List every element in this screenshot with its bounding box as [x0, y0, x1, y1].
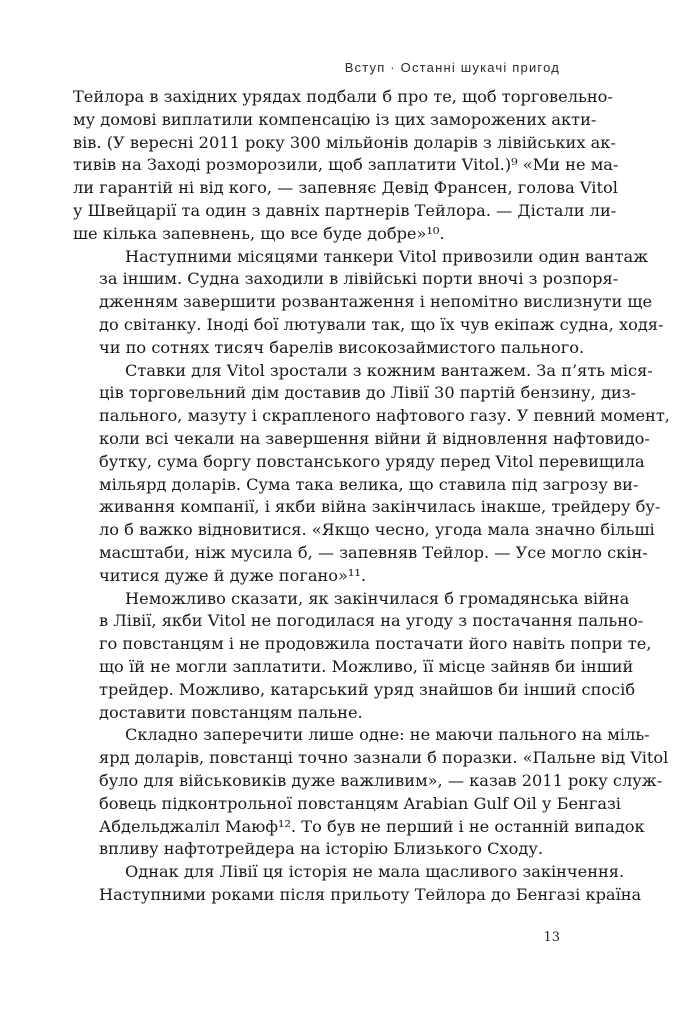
text-line: мільярд доларів. Сума така велика, що ставила під загрозу ви-	[99, 474, 639, 494]
paragraph	[73, 588, 652, 725]
text-line: му домові виплатили компенсацію із цих заморожених акти-	[73, 109, 597, 129]
text-line: дженням завершити розвантаження і непомітно вислизнути ще	[99, 292, 653, 312]
text-line: трейдер. Можливо, катарський уряд знайшов би інший спосіб	[99, 679, 636, 699]
paragraph	[73, 861, 642, 907]
text-line: Ставки для Vitol зростали з кожним вантажем. За п’ять міся-	[125, 360, 653, 380]
text-line: масштаби, ніж мусила б, — запевняв Тейлор. — Усе могло скін-	[99, 542, 648, 562]
text-line: Однак для Лівії ця історія не мала щасливого закінчення.	[125, 862, 625, 882]
text-line: бовець підконтрольної повстанцям Arabian Gulf Oil у Бенгазі	[99, 793, 621, 813]
paragraph	[73, 360, 670, 588]
text-line: ців торговельний дім доставив до Лівії 30 партій бензину, диз-	[99, 383, 637, 403]
text-line: ше кілька запевнень, що все буде добре»¹⁰.	[73, 223, 445, 243]
text-line: бутку, сума боргу повстанського уряду перед Vitol перевищила	[99, 451, 645, 471]
text-line: живання компанії, і якби війна закінчилась інакше, трейдеру бу-	[99, 497, 661, 517]
paragraph	[73, 246, 664, 360]
text-line: було для військовиків дуже важливим», — казав 2011 року служ-	[99, 770, 663, 790]
text-line: ярд доларів, повстанці точно зазнали б поразки. «Пальне від Vitol	[99, 748, 669, 768]
text-line: Неможливо сказати, як закінчилася б громадянська війна	[125, 588, 630, 608]
text-line: ло б важко відновитися. «Якщо чесно, угода мала значно більші	[99, 520, 655, 540]
text-line: ли гарантій ні від кого, — запевняє Девід Франсен, голова Vitol	[73, 178, 618, 198]
paragraph	[73, 86, 619, 246]
text-line: тивів на Заході розморозили, щоб заплатити Vitol.)⁹ «Ми не ма-	[73, 155, 619, 175]
text-line: пального, мазуту і скрапленого нафтового газу. У певний момент,	[99, 406, 670, 426]
running-head: Вступ · Останні шукачі пригод	[344, 60, 560, 75]
text-line: Наступними роками після прильоту Тейлора до Бенгазі країна	[99, 884, 642, 904]
page-number: 13	[543, 930, 560, 945]
paragraph	[73, 724, 669, 861]
text-line: до світанку. Іноді бої лютували так, що їх чув екіпаж судна, ходя-	[99, 314, 664, 334]
body-text	[73, 86, 670, 907]
text-line: у Швейцарії та один з давніх партнерів Тейлора. — Дістали ли-	[73, 200, 617, 220]
text-line: Складно заперечити лише одне: не маючи пального на міль-	[125, 725, 650, 745]
text-line: що їй не могли заплатити. Можливо, її місце зайняв би інший	[99, 656, 634, 676]
text-line: Абдельджаліл Маюф¹². То був не перший і не останній випадок	[99, 816, 645, 836]
text-line: вів. (У вересні 2011 року 300 мільйонів доларів з лівійських ак-	[73, 132, 616, 152]
text-line: за іншим. Судна заходили в лівійські порти вночі з розпоря-	[99, 269, 619, 289]
text-line: Наступними місяцями танкери Vitol привозили один вантаж	[125, 246, 649, 266]
text-line: в Лівії, якби Vitol не погодилася на угоду з постачання пально-	[99, 611, 644, 631]
text-line: го повстанцям і не продовжила постачати його навіть попри те,	[99, 634, 652, 654]
text-line: коли всі чекали на завершення війни й відновлення нафтовидо-	[99, 428, 650, 448]
text-line: чи по сотнях тисяч барелів високозаймистого пального.	[99, 337, 585, 357]
text-line: Тейлора в західних урядах подбали б про те, щоб торговельно-	[73, 87, 613, 106]
text-line: впливу нафтотрейдера на історію Близького Сходу.	[99, 839, 544, 859]
text-line: читися дуже й дуже погано»¹¹.	[99, 565, 367, 585]
text-line: доставити повстанцям пальне.	[99, 702, 363, 722]
